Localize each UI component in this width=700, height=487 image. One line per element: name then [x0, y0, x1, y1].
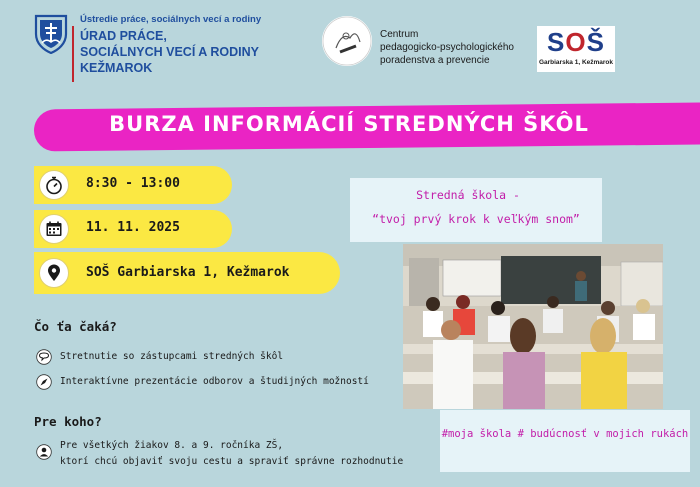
sos-logo-s-caron: Š	[586, 27, 605, 57]
for-whom-line-1: Pre všetkých žiakov 8. a 9. ročníka ZŠ,	[60, 440, 284, 451]
hashtags: #moja škola # budúcnosť v mojich rukách	[441, 428, 689, 440]
stopwatch-icon	[39, 170, 69, 200]
cppp-line-1: Centrum	[380, 29, 419, 40]
sos-logo-s: S	[547, 27, 566, 57]
sos-logo-address: Garbiarska 1, Kežmarok	[538, 59, 614, 66]
upsvr-line-1: ÚRAD PRÁCE,	[80, 29, 167, 43]
speech-bubble-icon	[36, 349, 52, 365]
cppp-line-2: pedagogicko-psychologického	[380, 42, 514, 53]
upsvr-divider	[72, 26, 74, 82]
list-item	[36, 374, 369, 390]
page-title: BURZA INFORMÁCIÍ STREDNÝCH ŠKÔL	[109, 112, 589, 136]
place-pill	[34, 252, 340, 294]
event-date: 11. 11. 2025	[86, 220, 180, 235]
for-whom-heading: Pre koho?	[34, 414, 102, 429]
sos-logo	[537, 26, 615, 72]
person-icon	[36, 444, 52, 460]
classroom-photo	[403, 244, 663, 409]
item-text: Interaktívne prezentácie odborov a študijných možností	[60, 376, 369, 387]
for-whom-line-2: ktorí chcú objaviť svoju cestu a spraviť správne rozhodnutie	[60, 456, 404, 467]
sos-logo-word	[537, 27, 615, 58]
hashtag-box	[440, 410, 690, 472]
upsvr-line-2: SOCIÁLNYCH VECÍ A RODINY	[80, 45, 259, 59]
location-pin-icon	[39, 258, 69, 288]
what-awaits-heading: Čo ťa čaká?	[34, 319, 117, 334]
upsvr-line-3: KEŽMAROK	[80, 61, 153, 75]
list-item	[36, 349, 283, 365]
calendar-icon	[39, 214, 69, 244]
event-place: SOŠ Garbiarska 1, Kežmarok	[86, 265, 290, 280]
compass-icon	[36, 374, 52, 390]
cppp-round-logo	[322, 16, 372, 66]
list-item	[36, 438, 403, 470]
event-time: 8:30 - 13:00	[86, 176, 180, 191]
quote-line-1: Stredná škola -	[416, 188, 520, 202]
sos-logo-o: O	[565, 27, 587, 57]
cppp-name	[380, 28, 514, 67]
upsvr-name	[80, 28, 259, 76]
cppp-line-3: poradenstva a prevencie	[380, 55, 490, 66]
date-pill	[34, 210, 232, 248]
upsvr-small-title: Ústredie práce, sociálnych vecí a rodiny	[80, 14, 262, 25]
item-text	[60, 438, 403, 470]
time-pill	[34, 166, 232, 204]
item-text: Stretnutie so zástupcami stredných škôl	[60, 351, 284, 362]
quote-line-2: “tvoj prvý krok k veľkým snom”	[372, 212, 580, 226]
upsvr-coat-of-arms-logo	[34, 14, 68, 54]
